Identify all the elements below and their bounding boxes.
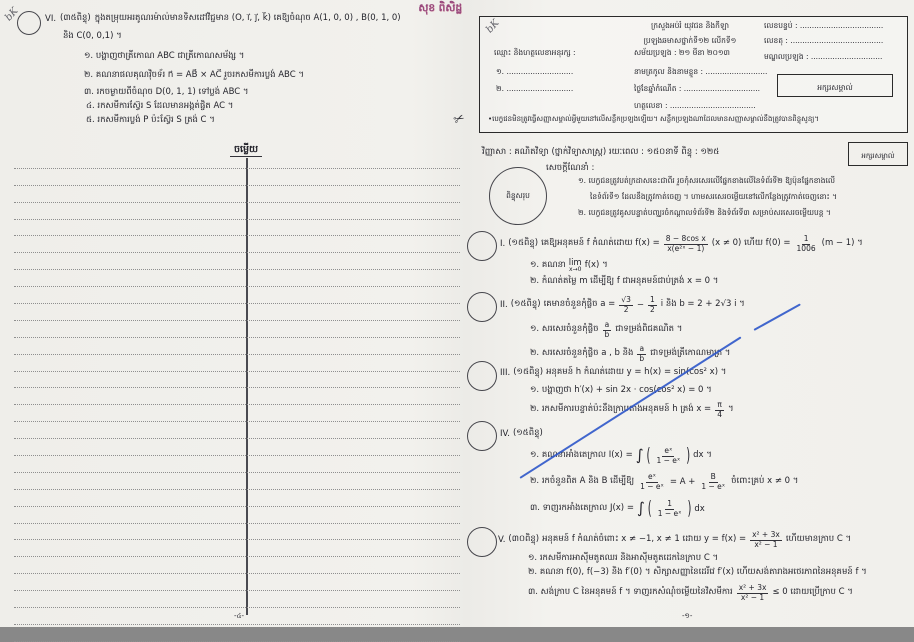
question-5-item-1: ១. រកសមីការអាស៊ីមតូតឈរ និងអាស៊ីមតូតដេកនៃក្រាប C ។ [528, 553, 719, 563]
fraction: $\frac{\text{x² + 3x}}{\text{x² − 1}}$ [752, 529, 780, 549]
question-5-item-3: ៣. សង់ក្រាប C នៃអនុគមន៍ f ។ ទាញរកសំណុំចម្លើយនៃវិសមីការ $\frac{\text{x² + 3x}}{\text{x² − 1}}$ ≤ 0 ដោយប្រើក្រាប C ។ [528, 582, 853, 602]
question-vi-header [45, 13, 401, 25]
answer-line [14, 507, 460, 524]
left-page [0, 0, 466, 627]
answer-line [14, 152, 460, 169]
question-4-score-circle [467, 421, 497, 451]
fraction: $\frac{a}{b}$ [639, 343, 645, 363]
limit-notation: lim x→0 [568, 257, 582, 274]
answer-line [14, 557, 460, 574]
fraction: $\frac{\pi}{4}$ [717, 399, 722, 419]
question-vi-points: (៣៥ពិន្ទុ) [60, 13, 91, 23]
question-5-score-circle [467, 527, 497, 557]
ministry-line: ក្រសួងអប់រំ យុវជន និងកីឡា [650, 21, 730, 30]
total-score-circle [489, 167, 547, 225]
question-2-item-2: ២. សរសេរចំនួនកុំផ្លិច a , b និង $\frac{a}{b}$ ជាទម្រង់ត្រីកោណមាត្រ ។ [530, 343, 731, 363]
instruction-2: ២. បេក្ខជនត្រូវគូសបន្ទាត់បញ្ឈរចំកណ្តាលទំព័រទី២ និងទំព័រទី៣ សម្រាប់សរសេរចម្លើយបន្ត ។ [578, 208, 831, 217]
secret-mark-box: អក្សរសម្គាល់ [777, 74, 893, 97]
question-4-item-1: ១. គណនាអាំងតេក្រាល I(x) = ∫ ( $\frac{\text{eˣ}}{\text{1 − eˣ}}$ ) dx ។ [530, 445, 712, 467]
answer-line [14, 456, 460, 473]
signature-field: ហត្ថលេខា : .................................... [634, 101, 756, 110]
question-1-points: (១៥ពិន្ទុ) [508, 238, 539, 248]
fraction: $\frac{√3}{2}$ [621, 294, 631, 314]
question-1-item-2: ២. កំណត់តម្លៃ m ដើម្បីឱ្យ f ជាអនុគមន៍ជាប់ត្រង់ x = 0 ។ [530, 276, 719, 286]
question-3-points: (១៥ពិន្ទុ) [513, 367, 544, 377]
answer-line [14, 473, 460, 490]
big-paren: ) [687, 498, 692, 520]
instruction-1-line-1: ១. បេក្ខជនត្រូវបត់ក្រដាសនេះជាពីរ រួចកុំសរសេរលើផ្នែកខាងលើនៃទំព័រទី២ ឱ្យប៉ុនផ្នែកខាងលើ [578, 176, 836, 185]
question-3-item-2: ២. រកសមីការបន្ទាត់ប៉ះនឹងក្រាបតាងអនុគមន៍ h ត្រង់ x = $\frac{\pi}{4}$ ។ [530, 399, 734, 419]
answer-line [14, 287, 460, 304]
handwritten-header-mark: bK [484, 17, 502, 36]
scissors-cut-icon: ✂ [451, 110, 468, 129]
answer-line [14, 169, 460, 186]
question-2-points: (១៥ពិន្ទុ) [510, 299, 541, 309]
total-score-label: ពិន្ទុសរុប [506, 190, 530, 200]
big-paren: ) [686, 445, 691, 467]
big-paren: ( [647, 498, 652, 520]
answer-line [14, 321, 460, 338]
fraction: $\frac{1}{\text{1 − eˣ}}$ [657, 498, 682, 518]
answer-line [14, 270, 460, 287]
question-1-score-circle [467, 231, 497, 261]
question-5-item-2: ២. គណនា f(0), f(−3) និង f′(0) ។ សិក្សាសញ្ញានៃដេរីវេ f′(x) ហើយសង់តារាងអថេរភាពនៃអនុគមន៍ f ។ [528, 567, 867, 577]
session-field: សម័យប្រឡង : ២១ មីនា ២០១៣ [634, 48, 730, 57]
name-stamp: សុខ ពិសិដ្ឋ [418, 2, 462, 14]
question-3-item-1: ១. បង្ហាញថា h′(x) + sin 2x · cos(cos² x) = 0 ។ [530, 385, 712, 395]
desk-number-field: លេខតុ : ....................................... [764, 36, 884, 45]
question-vi-intro: ក្នុងតម្រុយអរតូណរម៉ាល់មានទិសដៅវិជ្ជមាន (O, i⃗, j⃗, k⃗) គេឱ្យចំណុច A(1, 0, 0) , B(0, 1, 0) [94, 13, 401, 23]
answer-line [14, 203, 460, 220]
answer-line [14, 220, 460, 237]
exam-center-field: មណ្ឌលប្រឡង : .............................. [764, 52, 883, 61]
answer-line [14, 439, 460, 456]
question-vi-item-3: ៣. រកចម្ងាយពីចំណុច D(0, 1, 1) ទៅប្លង់ ABC ។ [84, 87, 249, 97]
answer-line [14, 372, 460, 389]
question-2-label: II. [500, 300, 508, 310]
question-3-header: III. (១៥ពិន្ទុ) អនុគមន៍ h កំណត់ដោយ y = h(x) = sin(cos² x) ។ [500, 367, 727, 378]
fraction: $\frac{\text{eˣ}}{\text{1 − eˣ}}$ [656, 445, 681, 465]
left-page-number: -៤- [234, 612, 245, 620]
answer-line [14, 405, 460, 422]
room-number-field: លេខបន្ទប់ : ................................... [764, 21, 884, 30]
question-vi-item-1: ១. បង្ហាញថាត្រីកោណ ABC ជាត្រីកោណសម័ង្ស ។ [84, 51, 245, 61]
question-4-item-3: ៣. ទាញរកអាំងតេក្រាល J(x) = ∫ ( $\frac{1}{\text{1 − eˣ}}$ ) dx [530, 498, 705, 520]
question-2-item-1: ១. សរសេរចំនួនកុំផ្លិច $\frac{a}{b}$ ជាទម្រង់ពិជគណិត ។ [530, 319, 683, 339]
answer-lines [14, 152, 460, 642]
answer-line [14, 490, 460, 507]
question-3-score-circle [467, 361, 497, 391]
question-3-label: III. [500, 368, 511, 378]
dob-field: ថ្ងៃខែឆ្នាំកំណើត : ................................ [634, 84, 761, 93]
fraction: $\frac{1}{1006}$ [796, 233, 816, 253]
fraction: $\frac{a}{b}$ [604, 319, 610, 339]
integral-sign: ∫ [635, 445, 644, 464]
proctor-label: ឈ្មោះ និងហត្ថលេខាអនុរក្ស : [494, 48, 576, 57]
question-vi-score-circle [17, 11, 41, 35]
question-1-label: I. [500, 239, 506, 249]
integral-sign: ∫ [636, 498, 645, 517]
answer-line [14, 338, 460, 355]
question-vi-intro-line2: និង C(0, 0,1) ។ [63, 31, 122, 41]
fraction: $\frac{\text{8 − 8cos x}}{\text{x(e²ˣ − 1)}}$ [665, 233, 706, 253]
answer-line [14, 186, 460, 203]
blue-pen-stroke-short [754, 303, 801, 330]
fraction: $\frac{\text{x² + 3x}}{\text{x² − 1}}$ [738, 582, 767, 602]
answer-line [14, 236, 460, 253]
question-2-score-circle [467, 292, 497, 322]
exam-title-line: ប្រឡងឆមាសថ្នាក់ទី១២ លើកទី១ [643, 36, 737, 45]
instruction-1-line-2: នៃទំព័រទី១ ដែលនឹងត្រូវកាត់ចេញ ។ ហាមសរសេរចម្លើយនៅលើកន្លែងត្រូវកាត់ចេញនោះ ។ [590, 192, 838, 201]
question-5-label: V. [498, 535, 506, 545]
right-page [451, 0, 914, 627]
question-vi-item-5: ៥. រកសមីការប្លង់ P ប៉ះស្វ៊ែរ S ត្រង់ C ។ [86, 115, 215, 125]
answer-line [14, 574, 460, 591]
answer-line [14, 253, 460, 270]
question-vi-item-4: ៤. រកសមីការស្វ៊ែរ S ដែលមានអង្កត់ផ្ចិត AC ។ [86, 101, 234, 111]
question-4-label: IV. [500, 429, 510, 439]
question-5-points: (៣០ពិន្ទុ) [508, 534, 540, 544]
answer-line [14, 591, 460, 608]
proctor-line-2: ២. ............................ [496, 84, 574, 93]
fraction: $\frac{1}{2}$ [649, 294, 655, 314]
right-page-number: -១- [682, 612, 693, 620]
answer-line [14, 540, 460, 557]
question-4-header [500, 425, 543, 443]
handwritten-corner-mark: bK [3, 5, 21, 24]
question-4-points: (១៥ពិន្ទុ) [512, 428, 543, 438]
no-mark-warning: •បេក្ខជនមិនត្រូវធ្វើសញ្ញាសម្គាល់អ្វីមួយនៅលើសន្លឹកប្រឡងឡើយ។ សន្លឹកប្រឡងណាដែលមានសញ្ញាសម្គាល់នឹងត្រូវបានពិន្ទុសូន្យ។ [488, 115, 819, 123]
secret-mark-box-2: អក្សរសម្គាល់ [848, 142, 908, 166]
proctor-line-1: ១. ............................ [496, 67, 574, 76]
question-1-item-1: ១. គណនា lim x→0 f(x) ។ [530, 257, 608, 274]
fraction: $\frac{\text{eˣ}}{\text{1 − eˣ}}$ [640, 471, 664, 491]
candidate-name-field: នាមត្រកូល និងនាមខ្លួន : .......................... [634, 67, 768, 76]
answer-line [14, 355, 460, 372]
big-paren: ( [646, 445, 651, 467]
answers-title: ចម្លើយ [198, 143, 294, 157]
answer-line [14, 388, 460, 405]
answer-line [14, 422, 460, 439]
question-vi-item-2: ២. គណនាផលគុណវ៉ិចទ័រ n⃗ = AB⃗ × AC⃗ រួចរកសមីការប្លង់ ABC ។ [84, 70, 304, 80]
fraction: $\frac{B}{\text{1 − eˣ}}$ [701, 471, 726, 491]
question-vi-label: VI. [45, 14, 57, 24]
subject-line: វិញ្ញាសា : គណិតវិទ្យា (ថ្នាក់វិទ្យាសាស្ត្រ) រយៈពេល : ១៥០នាទី ពិន្ទុ : ១២៥ [482, 147, 720, 157]
candidate-header-box [479, 16, 908, 133]
answer-line [14, 304, 460, 321]
answer-line [14, 625, 460, 642]
question-1-header: I. (១៥ពិន្ទុ) គេឱ្យអនុគមន៍ f កំណត់ដោយ f(x) = $\frac{\text{8 − 8cos x}}{\text{x(e²ˣ − 1)}}$ (x ≠ 0) ហើយ f(0) = $\frac{1}{1006}$ (m − 1) ។ [500, 233, 863, 253]
question-2-header: II. (១៥ពិន្ទុ) គេមានចំនួនកុំផ្លិច a = $\frac{√3}{2}$ − $\frac{1}{2}$ i និង b = 2 + 2√3 i ។ [500, 294, 745, 314]
question-4-item-2: ២. រកចំនួនពិត A និង B ដើម្បីឱ្យ $\frac{\text{eˣ}}{\text{1 − eˣ}}$ = A + $\frac{B}{\text{1 − eˣ}}$ ចំពោះគ្រប់ x ≠ 0 ។ [530, 471, 799, 491]
question-5-header: V. (៣០ពិន្ទុ) អនុគមន៍ f កំណត់ចំពោះ x ≠ −1, x ≠ 1 ដោយ y = f(x) = $\frac{\text{x² + 3x}}{\text{x² − 1}}$ ហើយមានក្រាប C ។ [498, 529, 852, 549]
instructions-label: សេចក្តីណែនាំ : [546, 163, 595, 173]
answer-line [14, 524, 460, 541]
